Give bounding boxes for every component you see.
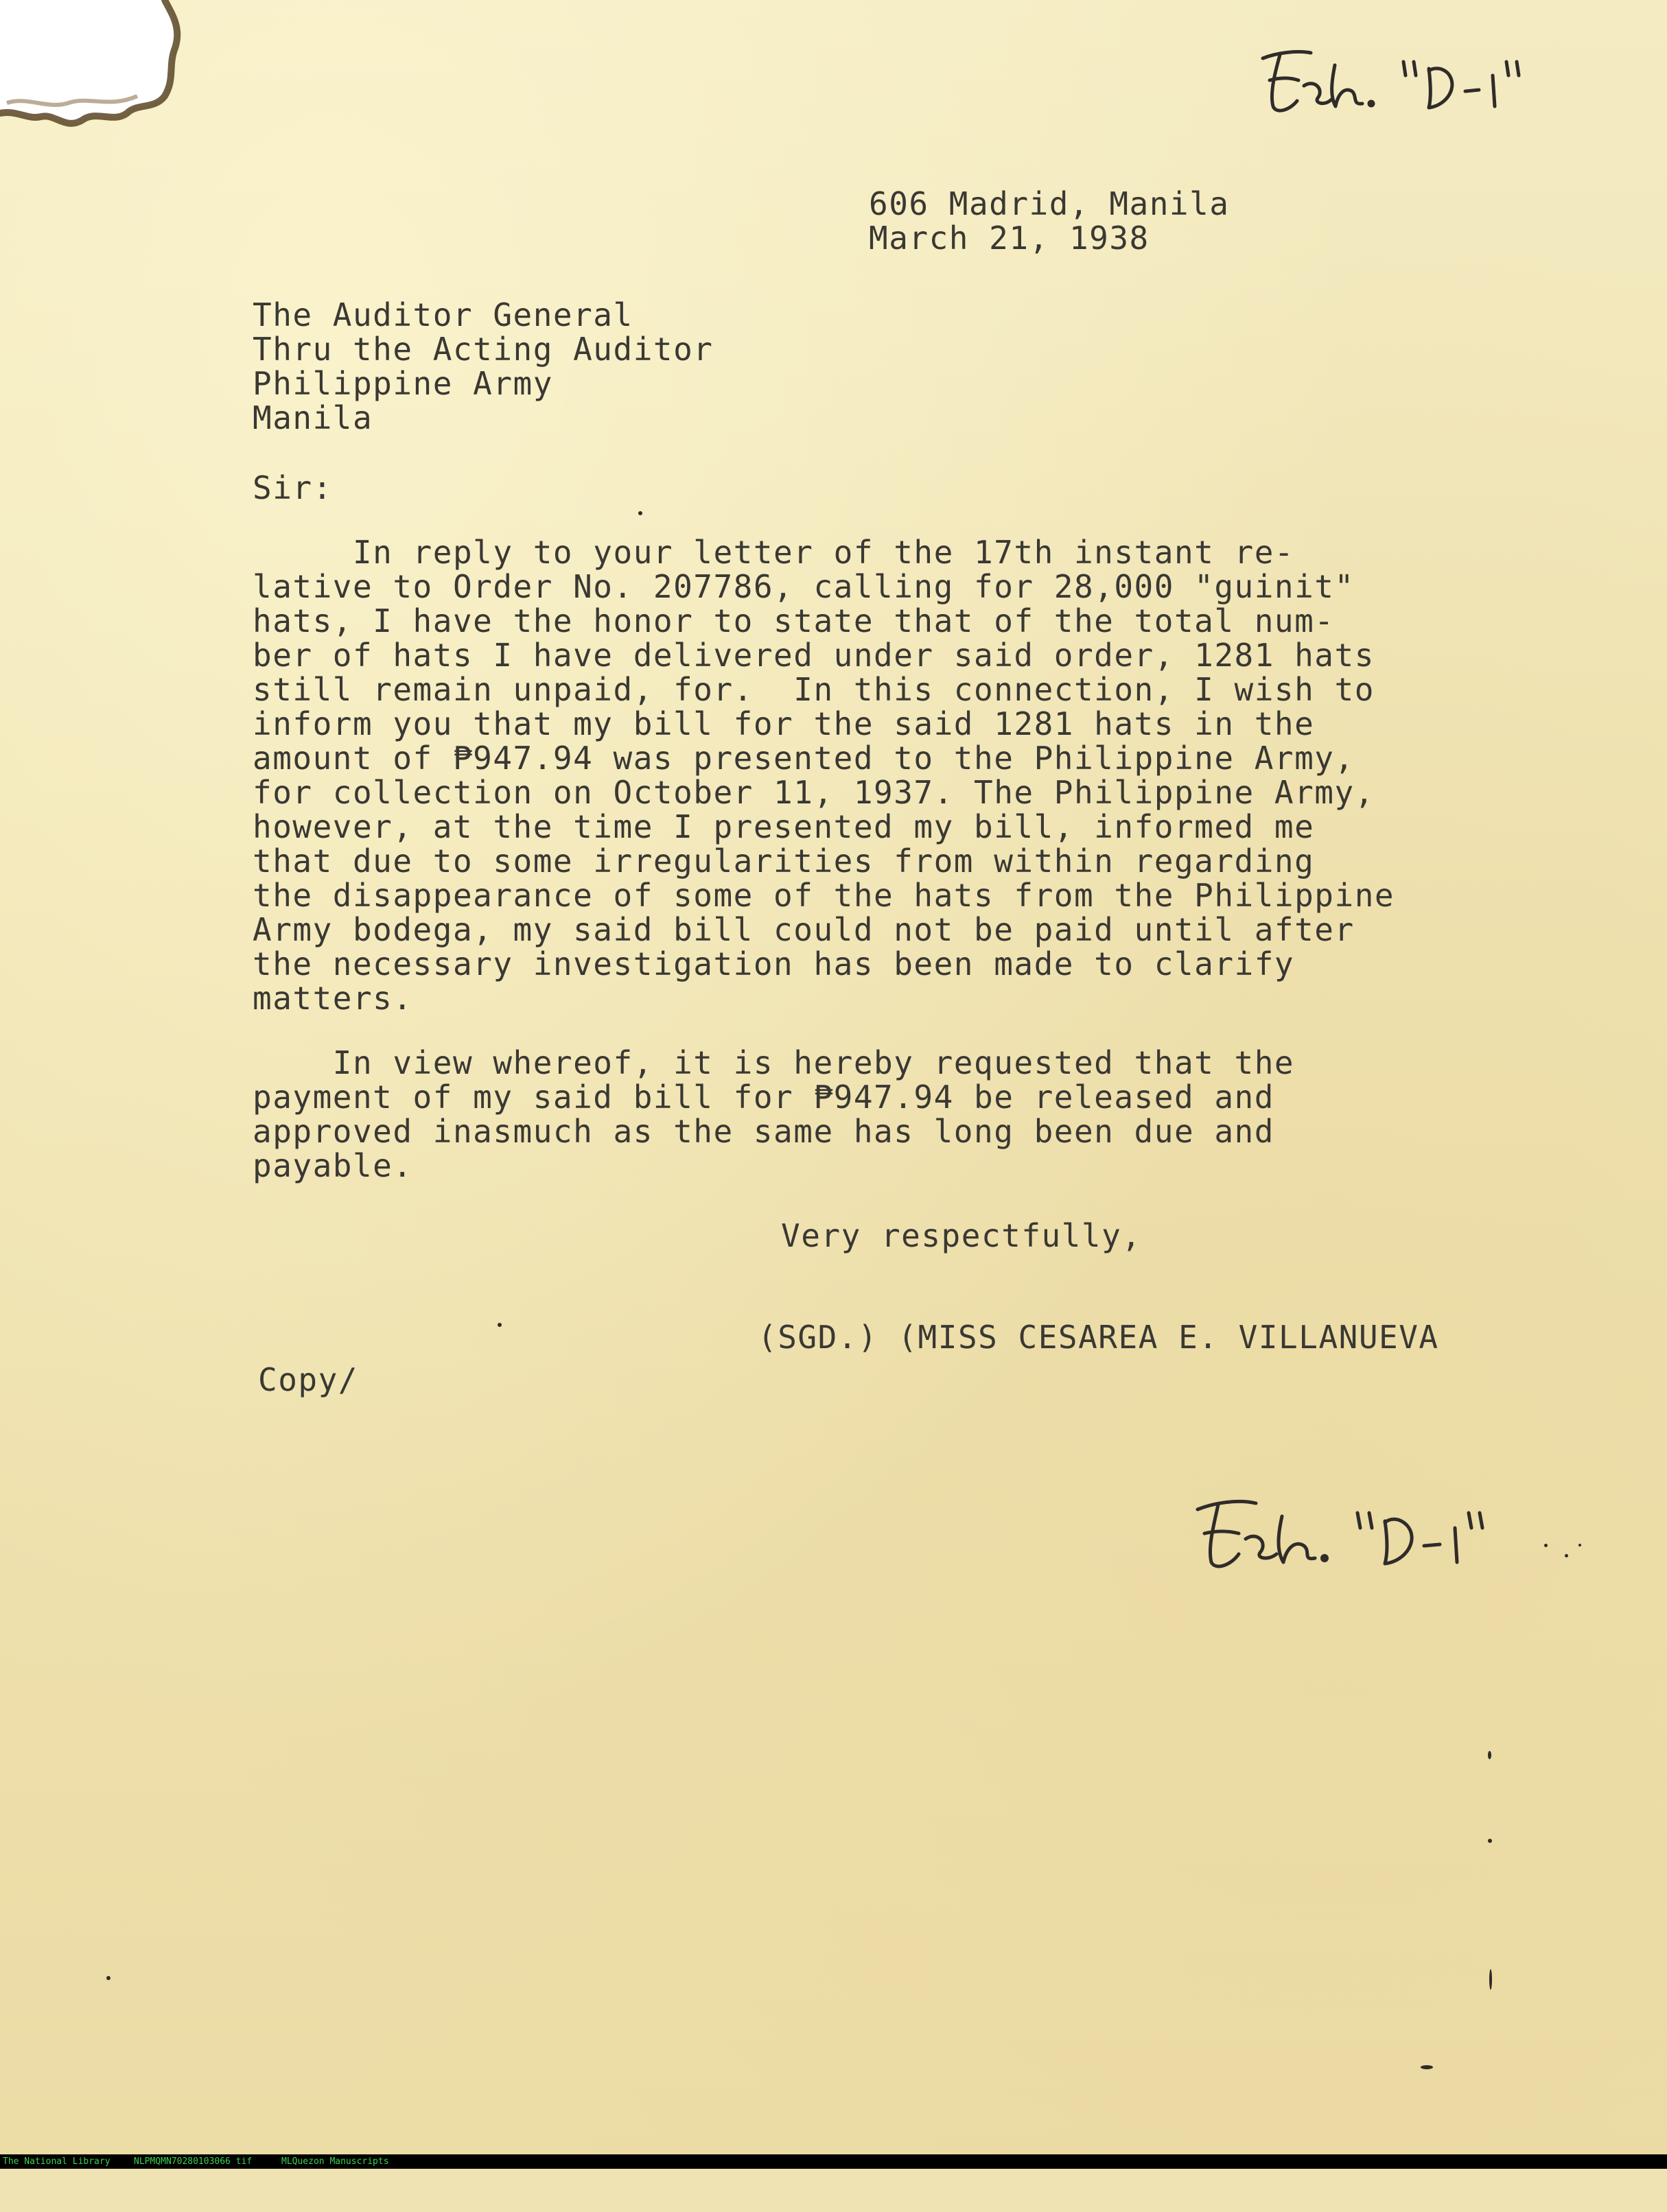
body-line: Army bodega, my said bill could not be paid until after bbox=[253, 911, 1355, 948]
footer-file-id: NLPMQMN70280103066 tif bbox=[134, 2156, 253, 2167]
scan-speck bbox=[638, 511, 642, 515]
recipient-line: Thru the Acting Auditor bbox=[253, 331, 714, 368]
body-line: approved inasmuch as the same has long been due and bbox=[253, 1113, 1274, 1150]
body-line: payment of my said bill for ₱947.94 be released and bbox=[253, 1079, 1274, 1116]
body-line: In reply to your letter of the 17th instant re- bbox=[253, 534, 1295, 571]
body-paragraph-1 bbox=[253, 535, 1395, 1015]
scan-speck bbox=[1489, 1969, 1492, 1990]
sender-address: 606 Madrid, Manila bbox=[869, 185, 1230, 222]
body-line: inform you that my bill for the said 1281 hats in the bbox=[253, 705, 1315, 742]
body-line: ber of hats I have delivered under said order, 1281 hats bbox=[253, 637, 1375, 674]
scan-speck bbox=[1421, 2065, 1433, 2069]
scan-speck bbox=[1488, 1751, 1491, 1759]
complimentary-closing: Very respectfully, bbox=[781, 1217, 1142, 1254]
body-line: payable. bbox=[253, 1147, 413, 1184]
body-line: hats, I have the honor to state that of the total num- bbox=[253, 602, 1335, 639]
body-line: lative to Order No. 207786, calling for 28,000 "guinit" bbox=[253, 568, 1355, 605]
recipient-line: Philippine Army bbox=[253, 365, 553, 402]
body-line: the disappearance of some of the hats from the Philippine bbox=[253, 877, 1395, 914]
body-paragraph-2 bbox=[253, 1046, 1294, 1183]
body-line: that due to some irregularities from within regarding bbox=[253, 843, 1315, 880]
footer-collection: MLQuezon Manuscripts bbox=[281, 2156, 389, 2167]
body-line: In view whereof, it is hereby requested that the bbox=[253, 1044, 1295, 1081]
scan-speck bbox=[1578, 1544, 1581, 1546]
salutation: Sir: bbox=[253, 469, 333, 506]
handwritten-exhibit-mark-top bbox=[1249, 38, 1524, 120]
letter-date: March 21, 1938 bbox=[869, 220, 1150, 257]
scan-speck bbox=[498, 1323, 502, 1327]
body-line: however, at the time I presented my bill, informed me bbox=[253, 808, 1315, 845]
sender-address-block bbox=[869, 187, 1230, 255]
scan-speck bbox=[1544, 1544, 1548, 1547]
scan-speck bbox=[1488, 1839, 1492, 1843]
torn-corner-stain bbox=[0, 0, 206, 137]
signature-line: (SGD.) (MISS CESAREA E. VILLANUEVA bbox=[758, 1319, 1439, 1356]
body-line: matters. bbox=[253, 980, 413, 1017]
body-line: for collection on October 11, 1937. The Philippine Army, bbox=[253, 774, 1375, 811]
scan-speck bbox=[1565, 1554, 1568, 1557]
recipient-line: The Auditor General bbox=[253, 296, 633, 333]
body-line: still remain unpaid, for. In this connection, I wish to bbox=[253, 671, 1375, 708]
handwritten-exhibit-mark-bottom bbox=[1180, 1485, 1489, 1575]
recipient-block bbox=[253, 298, 713, 435]
copy-notation: Copy/ bbox=[258, 1361, 358, 1398]
footer-library: The National Library bbox=[3, 2156, 110, 2167]
recipient-line: Manila bbox=[253, 399, 373, 436]
body-line: amount of ₱947.94 was presented to the Philippine Army, bbox=[253, 740, 1355, 777]
scanner-footer-strip bbox=[0, 2154, 1667, 2169]
body-line: the necessary investigation has been made to clarify bbox=[253, 945, 1295, 983]
scan-speck bbox=[106, 1976, 110, 1980]
